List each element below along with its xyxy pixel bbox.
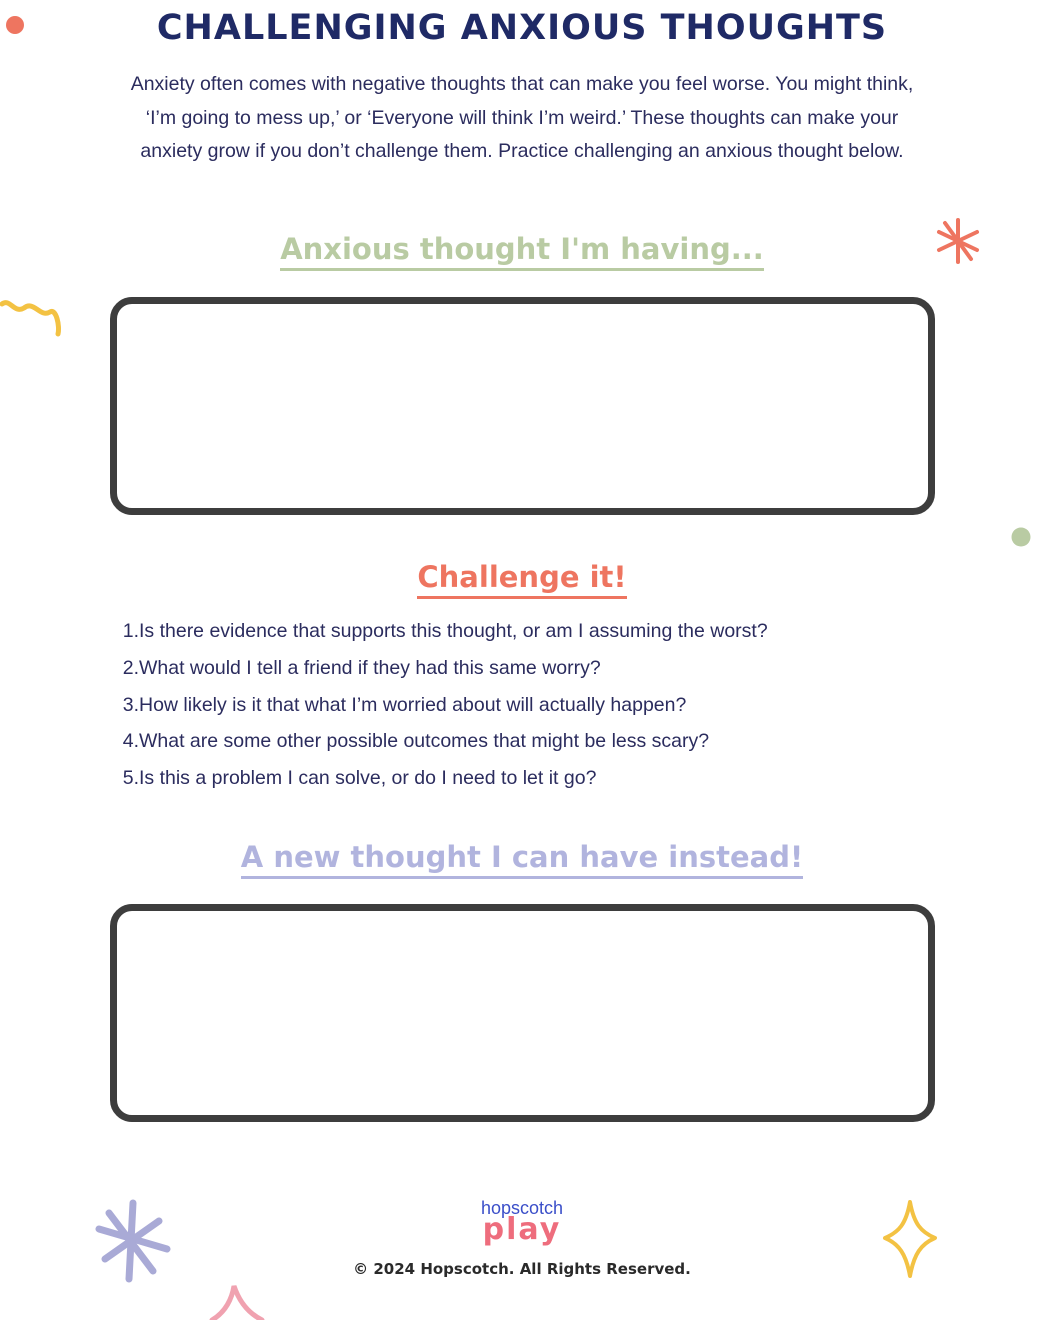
question-text: How likely is it that what I’m worried about will actually happen?: [139, 693, 687, 716]
pink-sparkle-icon: [206, 1282, 266, 1320]
brand-logo-play: play: [482, 1212, 562, 1247]
challenge-heading-text: Challenge it!: [417, 560, 626, 599]
question-number: 5.: [122, 767, 139, 790]
question-number: 4.: [122, 730, 139, 753]
intro-line: anxiety grow if you don’t challenge them. Practice challenging an anxious thought below.: [140, 140, 904, 162]
brand-logo-top: hopscotch: [480, 1198, 564, 1218]
intro-text: [60, 68, 984, 169]
anxious-thought-box[interactable]: [110, 297, 935, 515]
intro-line: ‘I’m going to mess up,’ or ‘Everyone will think I’m weird.’ These thoughts can make your: [145, 106, 899, 129]
new-thought-box[interactable]: [110, 904, 935, 1122]
question-text: Is this a problem I can solve, or do I need to let it go?: [139, 767, 597, 790]
list-item: [120, 763, 980, 800]
intro-line: Anxiety often comes with negative thoughts that can make you feel worse. You might think,: [130, 73, 914, 95]
yellow-squiggle-icon: [0, 296, 66, 340]
copyright-text: © 2024 Hopscotch. All Rights Reserved.: [353, 1260, 691, 1278]
page-title: CHALLENGING ANXIOUS THOUGHTS: [156, 8, 888, 48]
challenge-heading: [0, 560, 1044, 599]
list-item: [120, 616, 980, 653]
green-dot-icon: [1010, 526, 1032, 548]
list-item: [120, 653, 980, 690]
question-number: 2.: [122, 656, 139, 679]
question-number: 1.: [122, 620, 139, 642]
list-item: [120, 726, 980, 763]
question-text: What are some other possible outcomes that might be less scary?: [139, 730, 710, 753]
anxious-thought-heading: [0, 232, 1044, 271]
question-number: 3.: [122, 693, 139, 716]
new-thought-heading: [0, 840, 1044, 879]
challenge-question-list: [120, 616, 980, 800]
list-item: [120, 690, 980, 727]
anxious-thought-heading-text: Anxious thought I'm having...: [280, 232, 764, 271]
question-text: Is there evidence that supports this thought, or am I assuming the worst?: [139, 620, 768, 642]
new-thought-heading-text: A new thought I can have instead!: [241, 840, 803, 879]
question-text: What would I tell a friend if they had this same worry?: [139, 656, 601, 679]
